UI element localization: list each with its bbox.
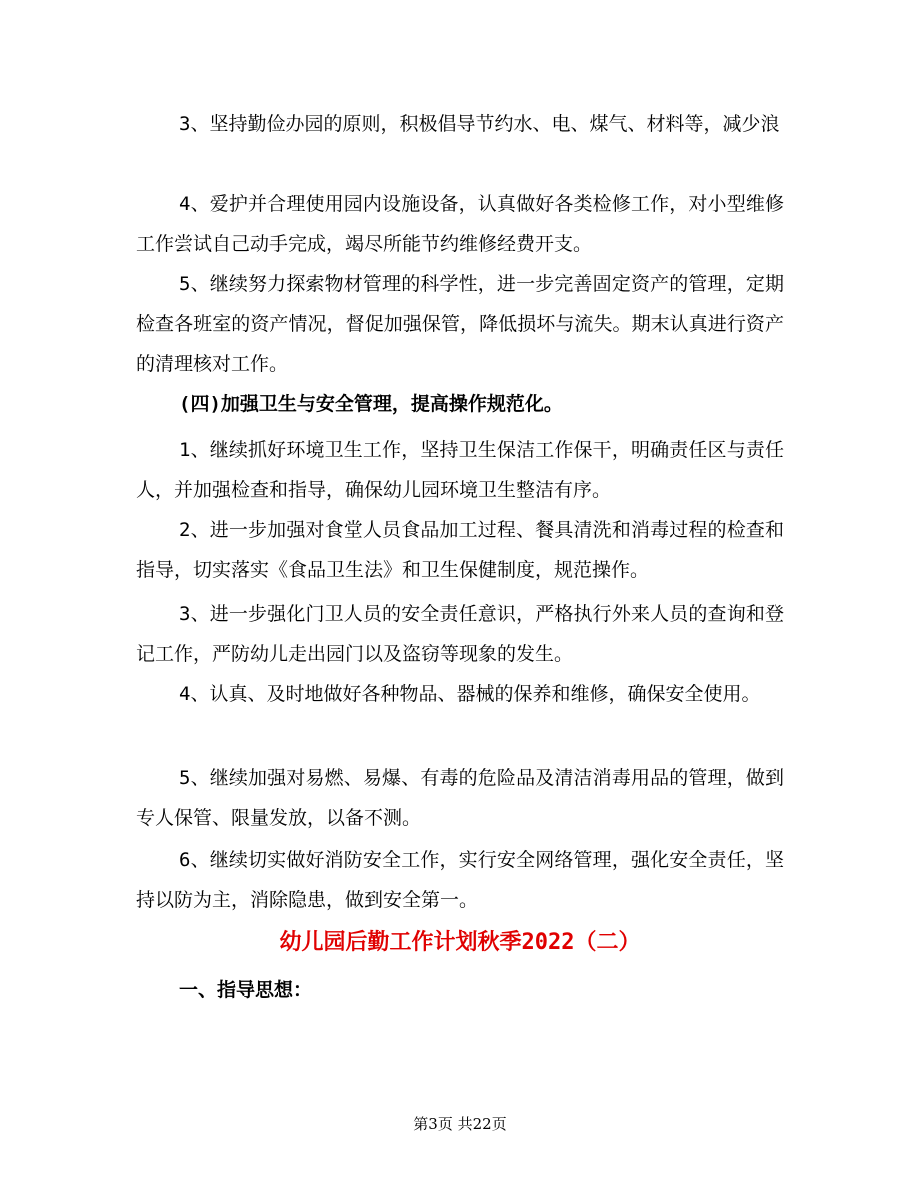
section-title: 幼儿园后勤工作计划秋季2022（二） [279,930,641,955]
paragraph-hygiene-4: 4、认真、及时地做好各种物品、器械的保养和维修，确保安全使用。 [179,683,761,705]
subheading-guiding-thought: 一、指导思想： [179,979,313,1001]
paragraph-hygiene-2: 2、进一步加强对食堂人员食品加工过程、餐具清洗和消毒过程的检查和指导，切实落实《食品卫生法》和卫生保健制度，规范操作。 [136,519,784,581]
paragraph-5: 5、继续努力探索物材管理的科学性，进一步完善固定资产的管理，定期检查各班室的资产情况，督促加强保管，降低损坏与流失。期末认真进行资产的清理核对工作。 [136,273,784,375]
paragraph-4: 4、爱护并合理使用园内设施设备，认真做好各类检修工作，对小型维修工作尝试自己动手完成，竭尽所能节约维修经费开支。 [136,193,784,255]
page-footer: 第3页 共22页 [413,1115,507,1133]
section-heading-four: (四)加强卫生与安全管理，提高操作规范化。 [179,393,563,415]
paragraph-hygiene-1: 1、继续抓好环境卫生工作，坚持卫生保洁工作保干，明确责任区与责任人，并加强检查和指导，确保幼儿园环境卫生整洁有序。 [136,439,784,501]
paragraph-hygiene-3: 3、进一步强化门卫人员的安全责任意识，严格执行外来人员的查询和登记工作，严防幼儿走出园门以及盗窃等现象的发生。 [136,603,784,665]
paragraph-3: 3、坚持勤俭办园的原则，积极倡导节约水、电、煤气、材料等，减少浪 [179,113,780,135]
paragraph-hygiene-5: 5、继续加强对易燃、易爆、有毒的危险品及清洁消毒用品的管理，做到专人保管、限量发放，以备不测。 [136,767,784,829]
paragraph-hygiene-6: 6、继续切实做好消防安全工作，实行安全网络管理，强化安全责任，坚持以防为主，消除隐患，做到安全第一。 [136,849,784,911]
